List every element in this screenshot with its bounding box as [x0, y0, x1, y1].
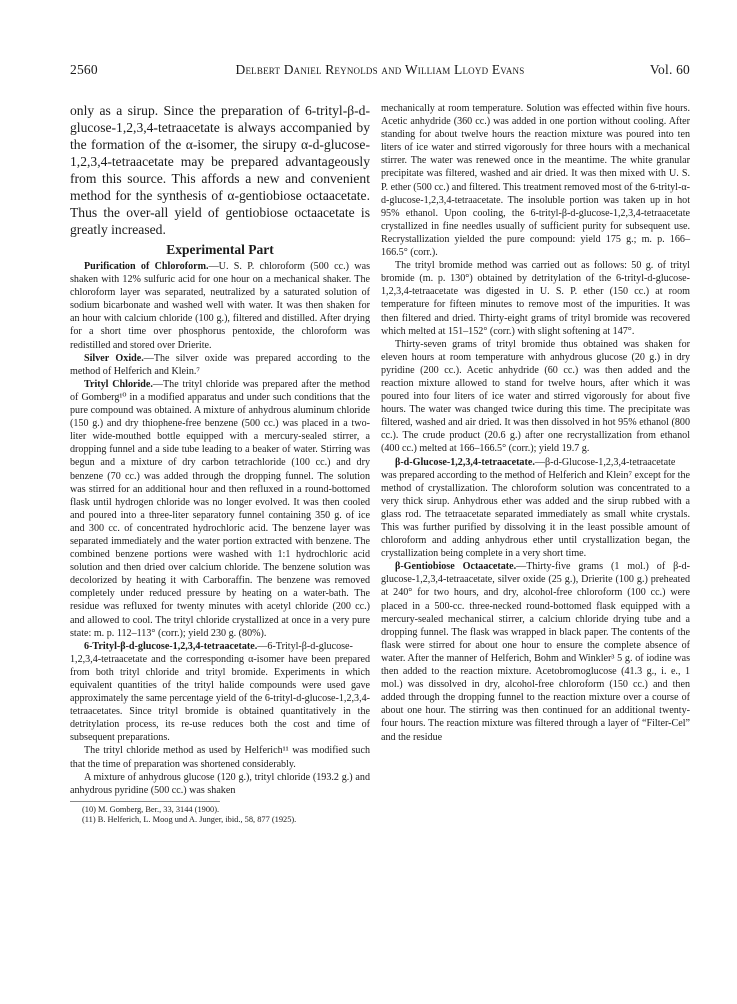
footnotes	[70, 801, 297, 826]
run-in-heading: β-Gentiobiose Octaacetate.	[395, 561, 517, 573]
paragraph-text: —β-d-Glucose-1,2,3,4-tetraacetate was prepared according to the method of Helferich and Klein⁷ except for the method of crystallization. The chloroform solution was concentrated to a very thick sirup. Anhydrous ether was added and the sirup rubbed with a glass rod. The tetraacetate separated immediately as small white crystals. This was further purified by dissolving it in the least possible amount of chloroform and adding anhydrous ether until crystallization began, the crystallization being complete in a very short time.	[381, 456, 691, 560]
chloroform-paragraph	[70, 260, 370, 352]
paragraph-text: —U. S. P. chloroform (500 cc.) was shaken with 12% sulfuric acid for one hour on a mechanical shaker. The chloroform layer was separated, neutralized by a saturated solution of sodium bicarbonate and washed well with water. It was then shaken for an hour with calcium chloride (100 g.), filtered and distilled. After drying for a short time over phosphorus pentoxide, the chloroform was redistilled and stored over Drierite.	[70, 261, 370, 351]
run-in-heading: 6-Trityl-β-d-glucose-1,2,3,4-tetraacetate.	[84, 640, 258, 652]
footnote-10: (10) M. Gomberg, Ber., 33, 3144 (1900).	[82, 804, 220, 814]
silver-oxide-paragraph	[70, 352, 370, 378]
paragraph-text: —6-Trityl-β-d-glucose-1,2,3,4-tetraacetate and the corresponding α-isomer have been prepared from both trityl chloride and trityl bromide. Experiments in which equivalent quantities of the trityl halide compounds were used gave approximately the same percentage yield of the 6-trityl-d-glucose-1,2,3,4-tetraacetates. Since trityl bromide is obtained quantitatively in the detritylation process, its re-use reduces both the cost and time of subsequent preparations.	[70, 640, 370, 744]
thirty-seven-grams-paragraph: Thirty-seven grams of trityl bromide thus obtained was shaken for eleven hours at room temperature with anhydrous glucose (20 g.) in dry pyridine (200 cc.). Acetic anhydride (60 cc.) was then added and the reaction mixture allowed to stand for twelve hours, after which it was poured into four liters of ice water and stirred vigorously for about five hours. The water was changed twice during this time. The precipitate was filtered, washed and air dried. It was then dissolved in hot 95% ethanol (800 cc.). The crude product (20.6 g.) after one recrystallization from ethanol (400 cc.) melted at 166–166.5° (corr.); yield 19.7 g.	[381, 338, 690, 455]
running-head-authors: Delbert Daniel Reynolds and William Lloyd Evans	[235, 62, 525, 77]
section-title: Experimental Part	[166, 242, 274, 257]
volume-label: Vol. 60	[649, 62, 690, 77]
footnote-11: (11) B. Helferich, L. Moog und A. Junger, ibid., 58, 877 (1925).	[82, 815, 297, 825]
paragraph-text: —The silver oxide was prepared according to the method of Helferich and Klein.⁷	[70, 352, 371, 377]
mixture-paragraph: A mixture of anhydrous glucose (120 g.), trityl chloride (193.2 g.) and anhydrous pyridine (500 cc.) was shaken	[70, 771, 370, 796]
page-header	[70, 62, 690, 82]
right-column	[381, 102, 690, 744]
run-in-heading: Purification of Chloroform.	[84, 261, 209, 272]
run-in-heading: β-d-Glucose-1,2,3,4-tetraacetate.	[395, 456, 535, 468]
left-column	[70, 102, 370, 826]
trityl-bromide-paragraph: The trityl bromide method was carried out as follows: 50 g. of trityl bromide (m. p. 130°) obtained by detritylation of the 6-trityl-d-glucose-1,2,3,4-tetraacetate was digested in U. S. P. ether (150 cc.) at room temperature for fifteen minutes to remove most of the impurities. It was then filtered and dried. Thirty-eight grams of trityl bromide was recovered which melted at 151–152° (corr.) with slight softening at 147°.	[381, 260, 690, 337]
beta-glucose-paragraph	[381, 456, 690, 561]
tetraacetate-paragraph	[70, 640, 370, 745]
continued-paragraph: mechanically at room temperature. Solution was effected within five hours. Acetic anhydride (360 cc.) was added in one portion without cooling. After standing for about twelve hours the reaction mixture was poured into ten liters of ice water and stirred vigorously for three hours with a mechanical stirrer. The water was renewed once in the meantime. The white granular precipitate was filtered, washed and air dried. It was then mixed with U. S. P. ether (500 cc.) and filtered. This treatment removed most of the 6-trityl-α-d-glucose-1,2,3,4-tetraacetate. The insoluble portion was taken up in hot 95% ethanol. Upon cooling, the 6-trityl-β-d-glucose-1,2,3,4-tetraacetate crystallized in fine needles usually of sufficient purity for subsequent use. Recrystallization yielded the pure compound: yield 175 g.; m. p. 166–166.5° (corr.).	[381, 103, 690, 259]
gentiobiose-paragraph	[381, 560, 690, 743]
paragraph-text: —Thirty-five grams (1 mol.) of β-d-glucose-1,2,3,4-tetraacetate, silver oxide (25 g.), Drierite (100 g.) preheated at 240° for two hours, and dry, alcohol-free chloroform (100 cc.) were placed in a 500-cc. three-necked round-bottomed flask equipped with a mercury-sealed mechanical stirrer, a calcium chloride drying tube and a dropping funnel. The flask was wrapped in black paper. The contents of the flask were stirred for about one hour to ensure the complete absence of water. After the manner of Helferich, Bohm and Winkler³ 5 g. of iodine was then added to the reaction mixture. Acetobromoglucose (41.3 g., i. e., 1 mol.) was dissolved in dry, alcohol-free chloroform (150 cc.) and then added through the dropping funnel to the reaction mixture over a course of about one hour. The stirring was then continued for an additional twenty-four hours. The reaction mixture was filtered through a layer of “Filter-Cel” and the residue	[381, 561, 690, 743]
trityl-chloride-paragraph	[70, 378, 370, 640]
intro-paragraph: only as a sirup. Since the preparation of 6-trityl-β-d-glucose-1,2,3,4-tetraacetate is always accompanied by the formation of the α-isomer, the sirupy α-d-glucose-1,2,3,4-tetraacetate may be prepared advantageously from this source. This affords a new and convenient method for the synthesis of α-gentiobiose octaacetate. Thus the over-all yield of gentiobiose octaacetate is greatly increased.	[70, 103, 370, 237]
helferich-paragraph: The trityl chloride method as used by Helferich¹¹ was modified such that the time of preparation was shortened considerably.	[70, 745, 370, 770]
page-number: 2560	[70, 62, 98, 77]
paragraph-text: —The trityl chloride was prepared after the method of Gomberg¹⁰ in a modified apparatus and under such conditions that the pure compound was obtained. A mixture of anhydrous aluminum chloride (150 g.) and dry thiophene-free benzene (500 cc.) was placed in a two-liter wide-mouthed bottle equipped with a mercury-sealed stirrer, a dropping funnel and a side tube leading to a beaker of water. Stirring was begun and a mixture of dry carbon tetrachloride (100 cc.) and dry benzene (70 cc.) was added through the dropping funnel. The solution was stirred for an additional hour and then refluxed in a round-bottomed flask until hydrogen chloride was no longer evolved. It was then cooled and poured into a three-liter separatory funnel containing 350 g. of ice and 300 cc. of concentrated hydrochloric acid. The benzene layer was separated immediately and the water portion extracted with benzene. The combined benzene portions were washed with 1:1 hydrochloric acid solution and then dried over calcium chloride. The benzene solution was decolorized by heating it with Carboraffin. The benzene was removed completely under reduced pressure by heating on a water-bath. The residue was refluxed for twenty minutes with acetyl chloride (200 cc.) and allowed to cool. The trityl chloride crystallized at once in a very pure state: m. p. 112–113° (corr.); yield 230 g. (80%).	[70, 378, 370, 639]
run-in-heading: Silver Oxide.	[84, 352, 144, 364]
run-in-heading: Trityl Chloride.	[84, 378, 153, 390]
